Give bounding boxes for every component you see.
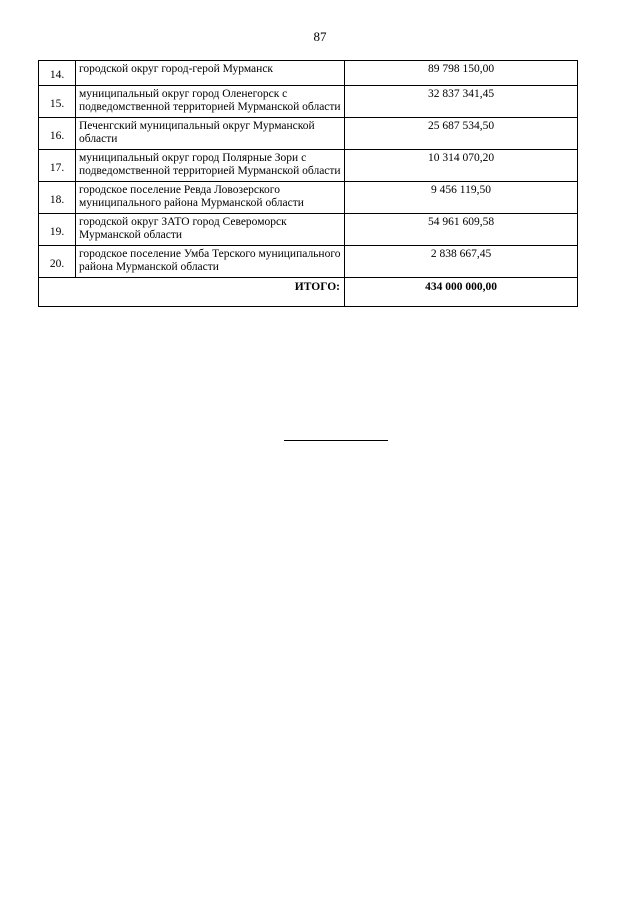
table-row [39, 214, 578, 246]
table-row [39, 150, 578, 182]
total-amount: 434 000 000,00 [345, 278, 578, 307]
end-of-document-line [284, 440, 388, 441]
row-number: 19. [39, 214, 76, 246]
amount-cell: 25 687 534,50 [345, 118, 578, 150]
amount-cell: 9 456 119,50 [345, 182, 578, 214]
municipality-name: городское поселение Умба Терского муниципального района Мурманской области [76, 246, 345, 278]
table-row [39, 86, 578, 118]
table-row [39, 182, 578, 214]
municipality-name: городское поселение Ревда Ловозерского муниципального района Мурманской области [76, 182, 345, 214]
allocation-table [38, 60, 578, 307]
municipality-name: городской округ город-герой Мурманск [76, 61, 345, 86]
row-number: 18. [39, 182, 76, 214]
row-number: 20. [39, 246, 76, 278]
amount-cell: 2 838 667,45 [345, 246, 578, 278]
row-number: 16. [39, 118, 76, 150]
municipality-name: муниципальный округ город Оленегорск с подведомственной территорией Мурманской области [76, 86, 345, 118]
amount-cell: 10 314 070,20 [345, 150, 578, 182]
total-label: ИТОГО: [39, 278, 345, 307]
amount-cell: 32 837 341,45 [345, 86, 578, 118]
municipality-name: городской округ ЗАТО город Североморск Мурманской области [76, 214, 345, 246]
table-row [39, 246, 578, 278]
municipality-name: муниципальный округ город Полярные Зори с подведомственной территорией Мурманской области [76, 150, 345, 182]
table-row [39, 118, 578, 150]
row-number: 17. [39, 150, 76, 182]
table-row [39, 61, 578, 86]
municipality-name: Печенгский муниципальный округ Мурманской области [76, 118, 345, 150]
total-row [39, 278, 578, 307]
page-number: 87 [313, 29, 327, 44]
row-number: 15. [39, 86, 76, 118]
amount-cell: 54 961 609,58 [345, 214, 578, 246]
row-number: 14. [39, 61, 76, 86]
amount-cell: 89 798 150,00 [345, 61, 578, 86]
